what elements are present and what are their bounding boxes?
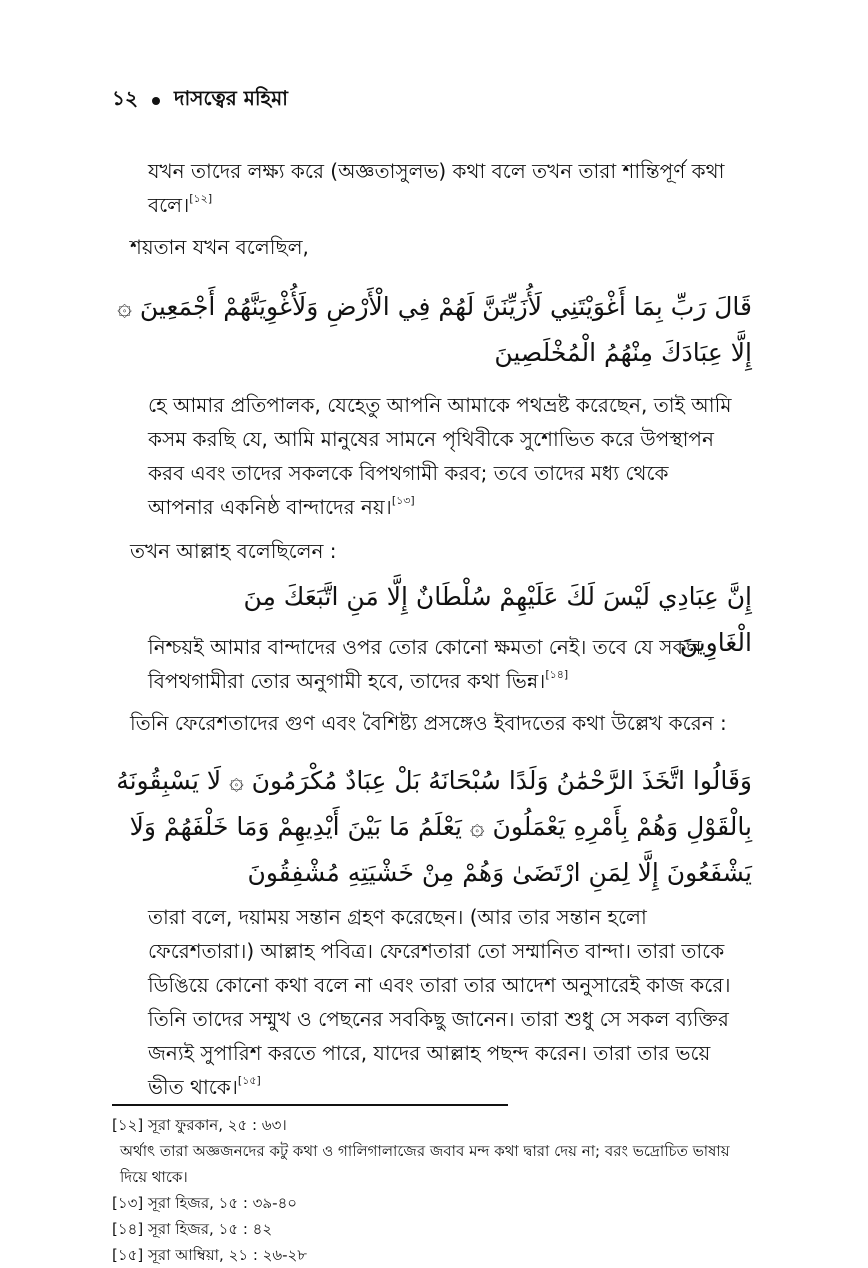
footnote-12-explanation: অর্থাৎ তারা অজ্ঞজনদের কটু কথা ও গালিগালাজের জবাব মন্দ কথা দ্বারা দেয় না; বরং ভদ্রোচিত ভাষায় দিয়ে থাকে। (120, 1142, 730, 1186)
footnote-14: [১৪] সূরা হিজর, ১৫ : ৪২ (112, 1220, 273, 1238)
body-paragraph-1 (130, 230, 750, 264)
footnotes-section (112, 1112, 752, 1268)
header-bullet-icon (152, 97, 160, 105)
quote-paragraph-1 (148, 154, 738, 222)
footnote-divider (112, 1104, 508, 1106)
footnote-ref-15[interactable]: [১৫] (237, 1074, 261, 1087)
quote-text-2: হে আমার প্রতিপালক, যেহেতু আপনি আমাকে পথভ্রষ্ট করেছেন, তাই আমি কসম করছি যে, আমি মানুষের সামনে পৃথিবীকে সুশোভিত করে উপস্থাপন করব এবং তাদের সকলকে বিপথগামী করব; তবে তাদের মধ্য থেকে আপনার একনিষ্ঠ বান্দাদের নয়। (148, 393, 732, 519)
footnote-15: [১৫] সূরা আম্বিয়া, ২১ : ২৬-২৮ (112, 1246, 308, 1264)
body-paragraph-2 (130, 534, 750, 568)
body-text-2: তখন আল্লাহ বলেছিলেন : (130, 539, 337, 563)
body-paragraph-3 (130, 706, 750, 740)
footnote-ref-14[interactable]: [১৪] (545, 668, 569, 681)
arabic-text-1: قَالَ رَبِّ بِمَا أَغْوَيْتَنِي لَأُزَيِّنَنَّ لَهُمْ فِي الْأَرْضِ وَلَأُغْوِيَنَّهُمْ أَجْمَعِينَ ۞ إِلَّا عِبَادَكَ مِنْهُمُ الْمُخْلَصِينَ (117, 292, 752, 367)
footnote-ref-13[interactable]: [১৩] (391, 494, 415, 507)
arabic-text-3: وَقَالُوا اتَّخَذَ الرَّحْمَٰنُ وَلَدًا سُبْحَانَهُ بَلْ عِبَادٌ مُكْرَمُونَ ۞ لَا يَسْبِقُونَهُ بِالْقَوْلِ وَهُمْ بِأَمْرِهِ يَعْمَلُونَ ۞ يَعْلَمُ مَا بَيْنَ أَيْدِيهِمْ وَمَا خَلْفَهُمْ وَلَا يَشْفَعُونَ إِلَّا لِمَنِ ارْتَضَىٰ وَهُمْ مِنْ خَشْيَتِهِ مُشْفِقُونَ (116, 766, 752, 887)
quote-paragraph-3 (148, 630, 738, 698)
page-number: ১২ (112, 86, 138, 110)
quote-text-1: যখন তাদের লক্ষ্য করে (অজ্ঞতাসুলভ) কথা বলে তখন তারা শান্তিপূর্ণ কথা বলে। (148, 159, 725, 217)
footnote-12: [১২] সূরা ফুরকান, ২৫ : ৬৩। (112, 1116, 287, 1134)
quote-text-4: তারা বলে, দয়াময় সন্তান গ্রহণ করেছেন। (আর তার সন্তান হলো ফেরেশতারা।) আল্লাহ পবিত্র। ফেরেশতারা তো সম্মানিত বান্দা। তারা তাকে ডিঙিয়ে কোনো কথা বলে না এবং তারা তার আদেশ অনুসারেই কাজ করে। তিনি তাদের সম্মুখ ও পেছনের সবকিছু জানেন। তারা শুধু সে সকল ব্যক্তির জন্যই সুপারিশ করতে পারে, যাদের আল্লাহ পছন্দ করেন। তারা তার ভয়ে ভীত থাকে। (148, 905, 731, 1099)
body-text-3: তিনি ফেরেশতাদের গুণ এবং বৈশিষ্ট্য প্রসঙ্গেও ইবাদতের কথা উল্লেখ করেন : (130, 711, 727, 735)
arabic-text-2: إِنَّ عِبَادِي لَيْسَ لَكَ عَلَيْهِمْ سُلْطَانٌ إِلَّا مَنِ اتَّبَعَكَ مِنَ الْغَاوِينَ (243, 582, 752, 657)
page-header (112, 84, 288, 117)
arabic-verse-1 (112, 284, 752, 376)
quote-text-3: নিশ্চয়ই আমার বান্দাদের ওপর তোর কোনো ক্ষমতা নেই। তবে যে সকল বিপথগামীরা তোর অনুগামী হবে, তাদের কথা ভিন্ন। (148, 635, 702, 693)
quote-paragraph-2 (148, 388, 738, 524)
footnote-13: [১৩] সূরা হিজর, ১৫ : ৩৯-৪০ (112, 1194, 298, 1212)
body-text-1: শয়তান যখন বলেছিল, (130, 235, 309, 259)
book-title: দাসত্বের মহিমা (173, 86, 288, 110)
arabic-verse-3 (112, 758, 752, 896)
footnote-ref-12[interactable]: [১২] (189, 192, 213, 205)
quote-paragraph-4 (148, 900, 738, 1104)
